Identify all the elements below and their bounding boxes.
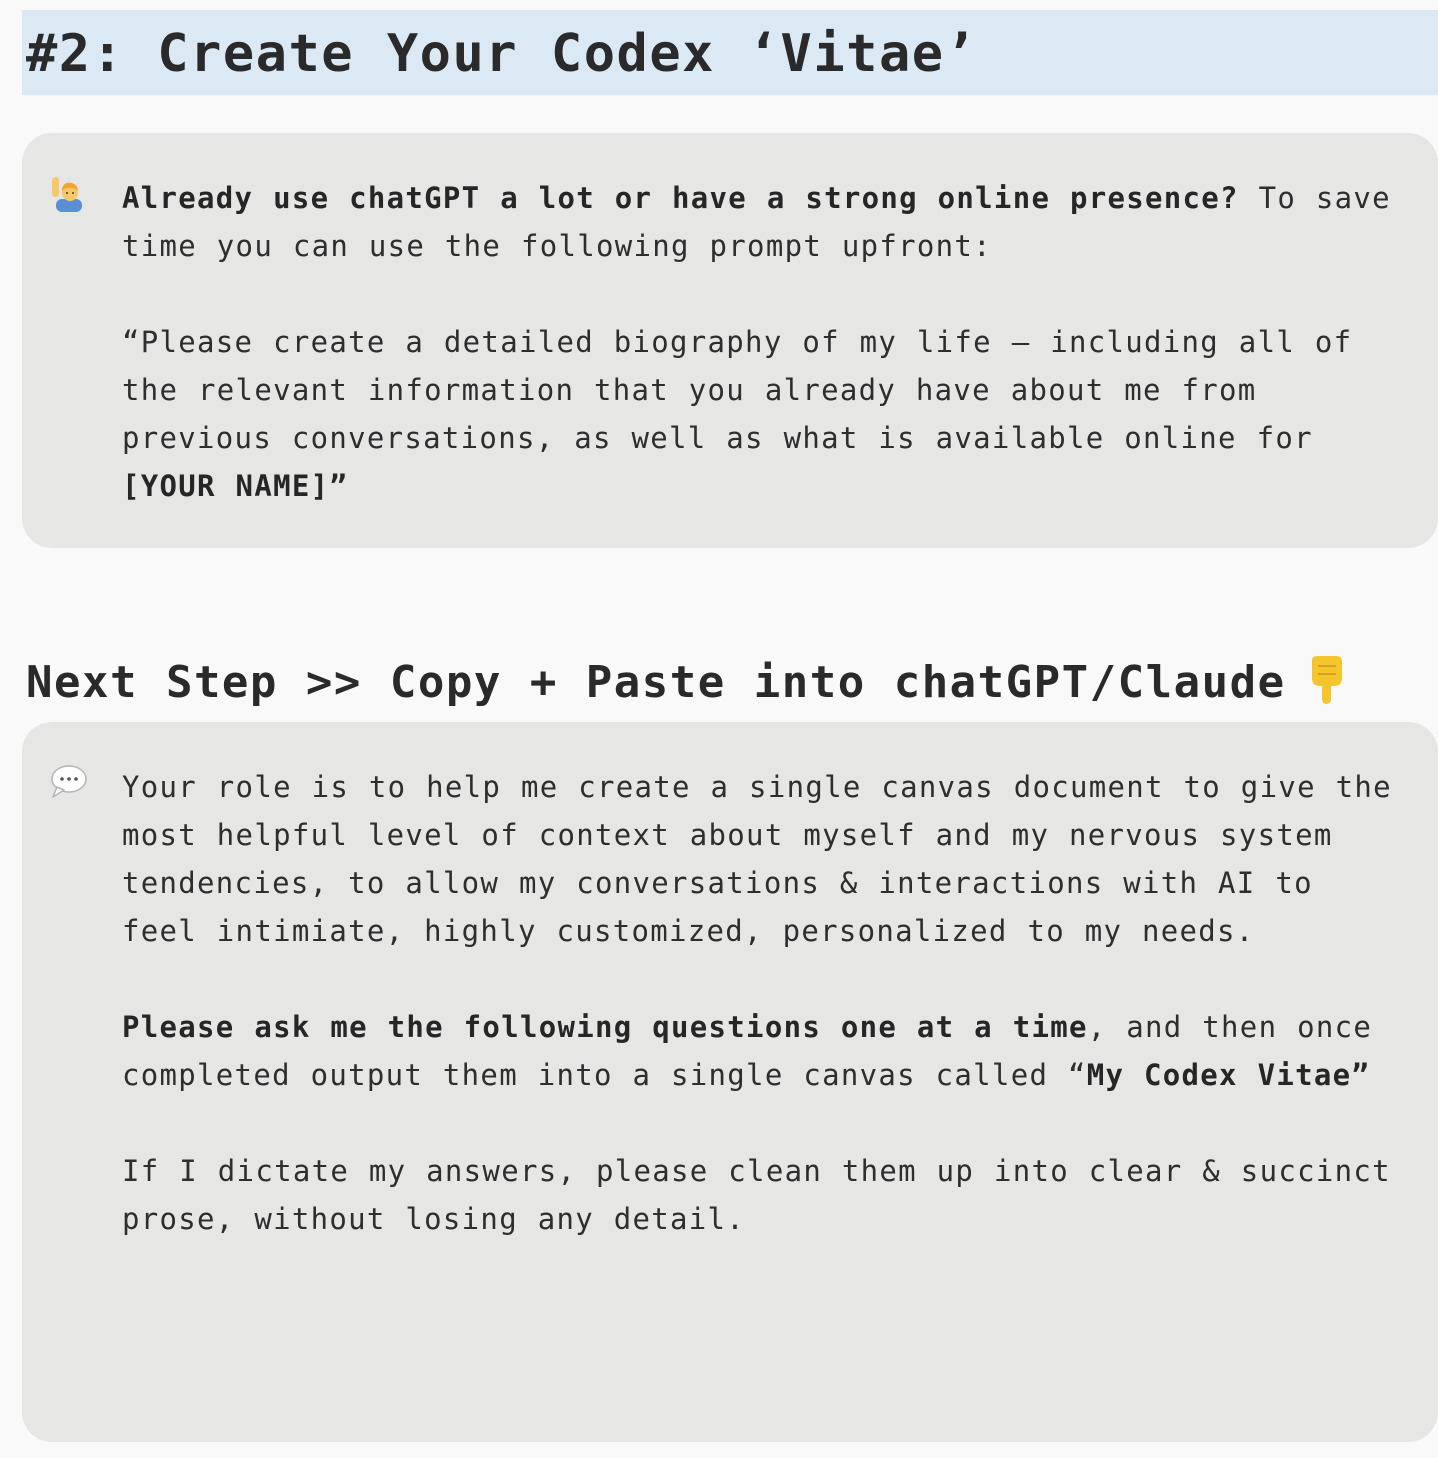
callout-biography-tip [22, 133, 1438, 548]
callout-2-paragraph-2-text: , and then once completed output them into a single canvas called “ [122, 1010, 1373, 1092]
callout-1-close-quote: ” [329, 469, 349, 503]
next-step-title [26, 648, 1348, 718]
callout-1-prompt-text: “Please create a detailed biography of my life – including all of the relevant information that you already have about me from previous conversations, as well as what is available online for [122, 325, 1353, 455]
callout-2-paragraph-1: Your role is to help me create a single canvas document to give the most helpful level of context about myself and my nervous system tendencies, to allow my conversations & interactions with AI to feel intimiate, highly customized, personalized to my needs. [122, 770, 1392, 948]
callout-2-paragraph-3: If I dictate my answers, please clean them up into clear & succinct prose, without losing any detail. [122, 1154, 1391, 1236]
pointing-down-hand-icon [1306, 656, 1348, 706]
callout-1-intro-bold: Already use chatGPT a lot or have a strong online presence? [122, 181, 1239, 215]
callout-2-paragraph-2-bold: Please ask me the following questions one at a time [122, 1010, 1088, 1044]
section-title: #2: Create Your Codex ‘Vitae’ [26, 24, 978, 84]
callout-prompt-instructions [22, 722, 1438, 1442]
callout-2-canvas-name: My Codex Vitae [1086, 1058, 1352, 1092]
callout-2-close-quote: ” [1351, 1058, 1371, 1092]
person-raising-hand-icon [48, 173, 88, 213]
callout-1-intro-text: To save time you can use the following prompt upfront: [122, 181, 1391, 263]
next-step-title-text: Next Step >> Copy + Paste into chatGPT/Claude [26, 657, 1286, 708]
speech-bubble-icon [48, 762, 88, 802]
callout-1-name-placeholder: [YOUR NAME] [122, 469, 330, 503]
